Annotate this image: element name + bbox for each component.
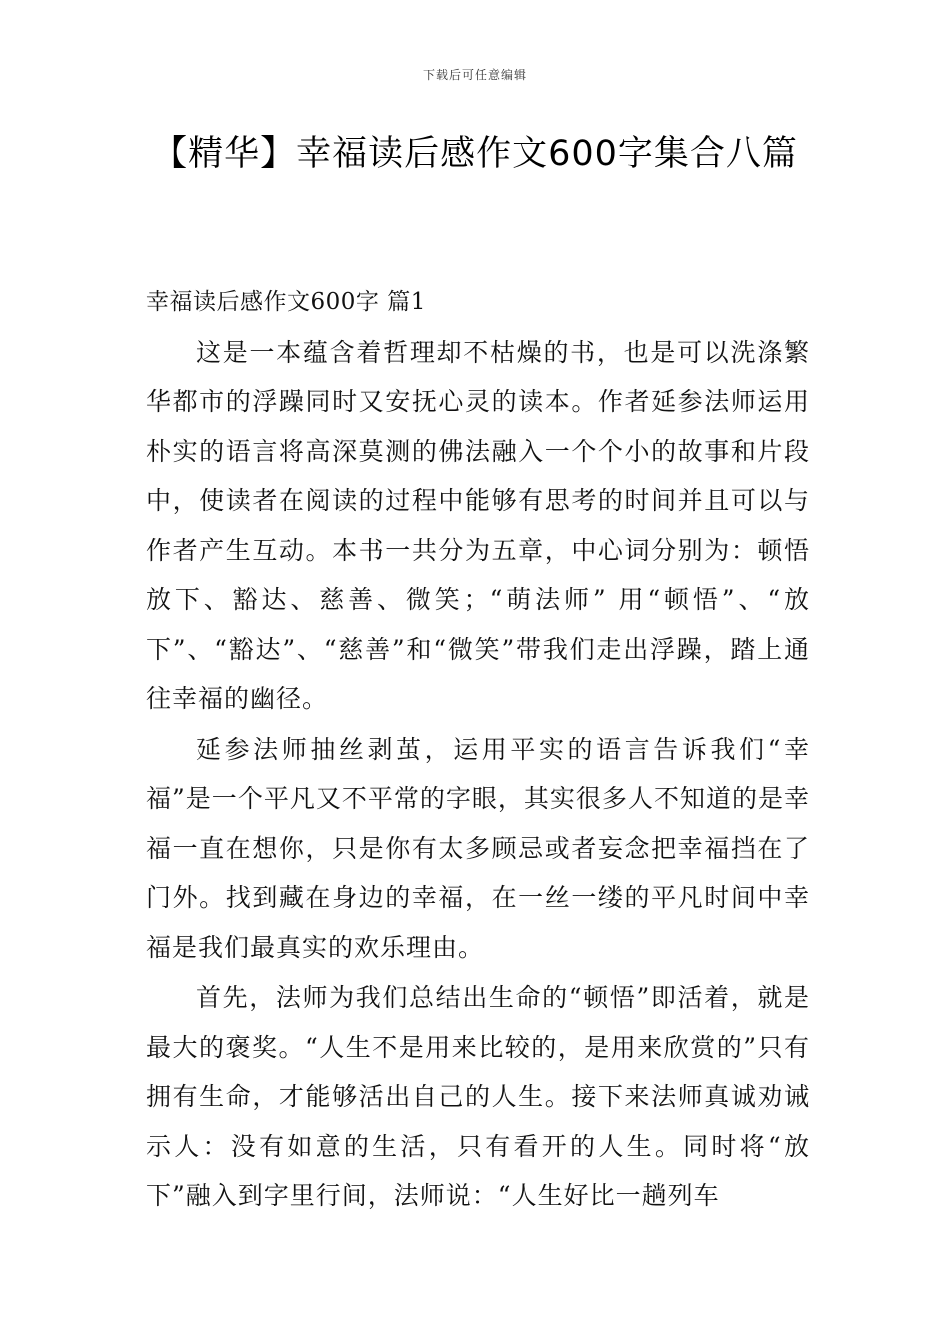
document-title: 【精华】幸福读后感作文600字集合八篇	[152, 134, 798, 174]
section-heading: 幸福读后感作文600字 篇1	[146, 289, 426, 315]
paragraph-1: 这是一本蕴含着哲理却不枯燥的书，也是可以洗涤繁华都市的浮躁同时又安抚心灵的读本。作者延参法师运用朴实的语言将高深莫测的佛法融入一个个小的故事和片段中，使读者在阅读的过程中能够有思考的时间并且可以与作者产生互动。本书一共分为五章，中心词分别为：顿悟放下、豁达、慈善、微笑；“萌法师” 用“顿悟”、“放下”、“豁达”、“慈善”和“微笑”带我们走出浮躁，踏上通往幸福的幽径。	[146, 337, 810, 713]
header-note: 下载后可任意编辑	[422, 68, 527, 82]
document-body	[146, 278, 810, 1221]
paragraph-2: 延参法师抽丝剥茧，运用平实的语言告诉我们“幸福”是一个平凡又不平常的字眼，其实很多人不知道的是幸福一直在想你，只是你有太多顾忌或者妄念把幸福挡在了门外。找到藏在身边的幸福，在一丝一缕的平凡时间中幸福是我们最真实的欢乐理由。	[146, 734, 810, 962]
paragraph-3: 首先，法师为我们总结出生命的“顿悟”即活着，就是最大的褒奖。“人生不是用来比较的，是用来欣赏的”只有拥有生命，才能够活出自己的人生。接下来法师真诚劝诫示人：没有如意的生活，只有看开的人生。同时将“放下”融入到字里行间，法师说：“人生好比一趟列车	[146, 983, 810, 1210]
